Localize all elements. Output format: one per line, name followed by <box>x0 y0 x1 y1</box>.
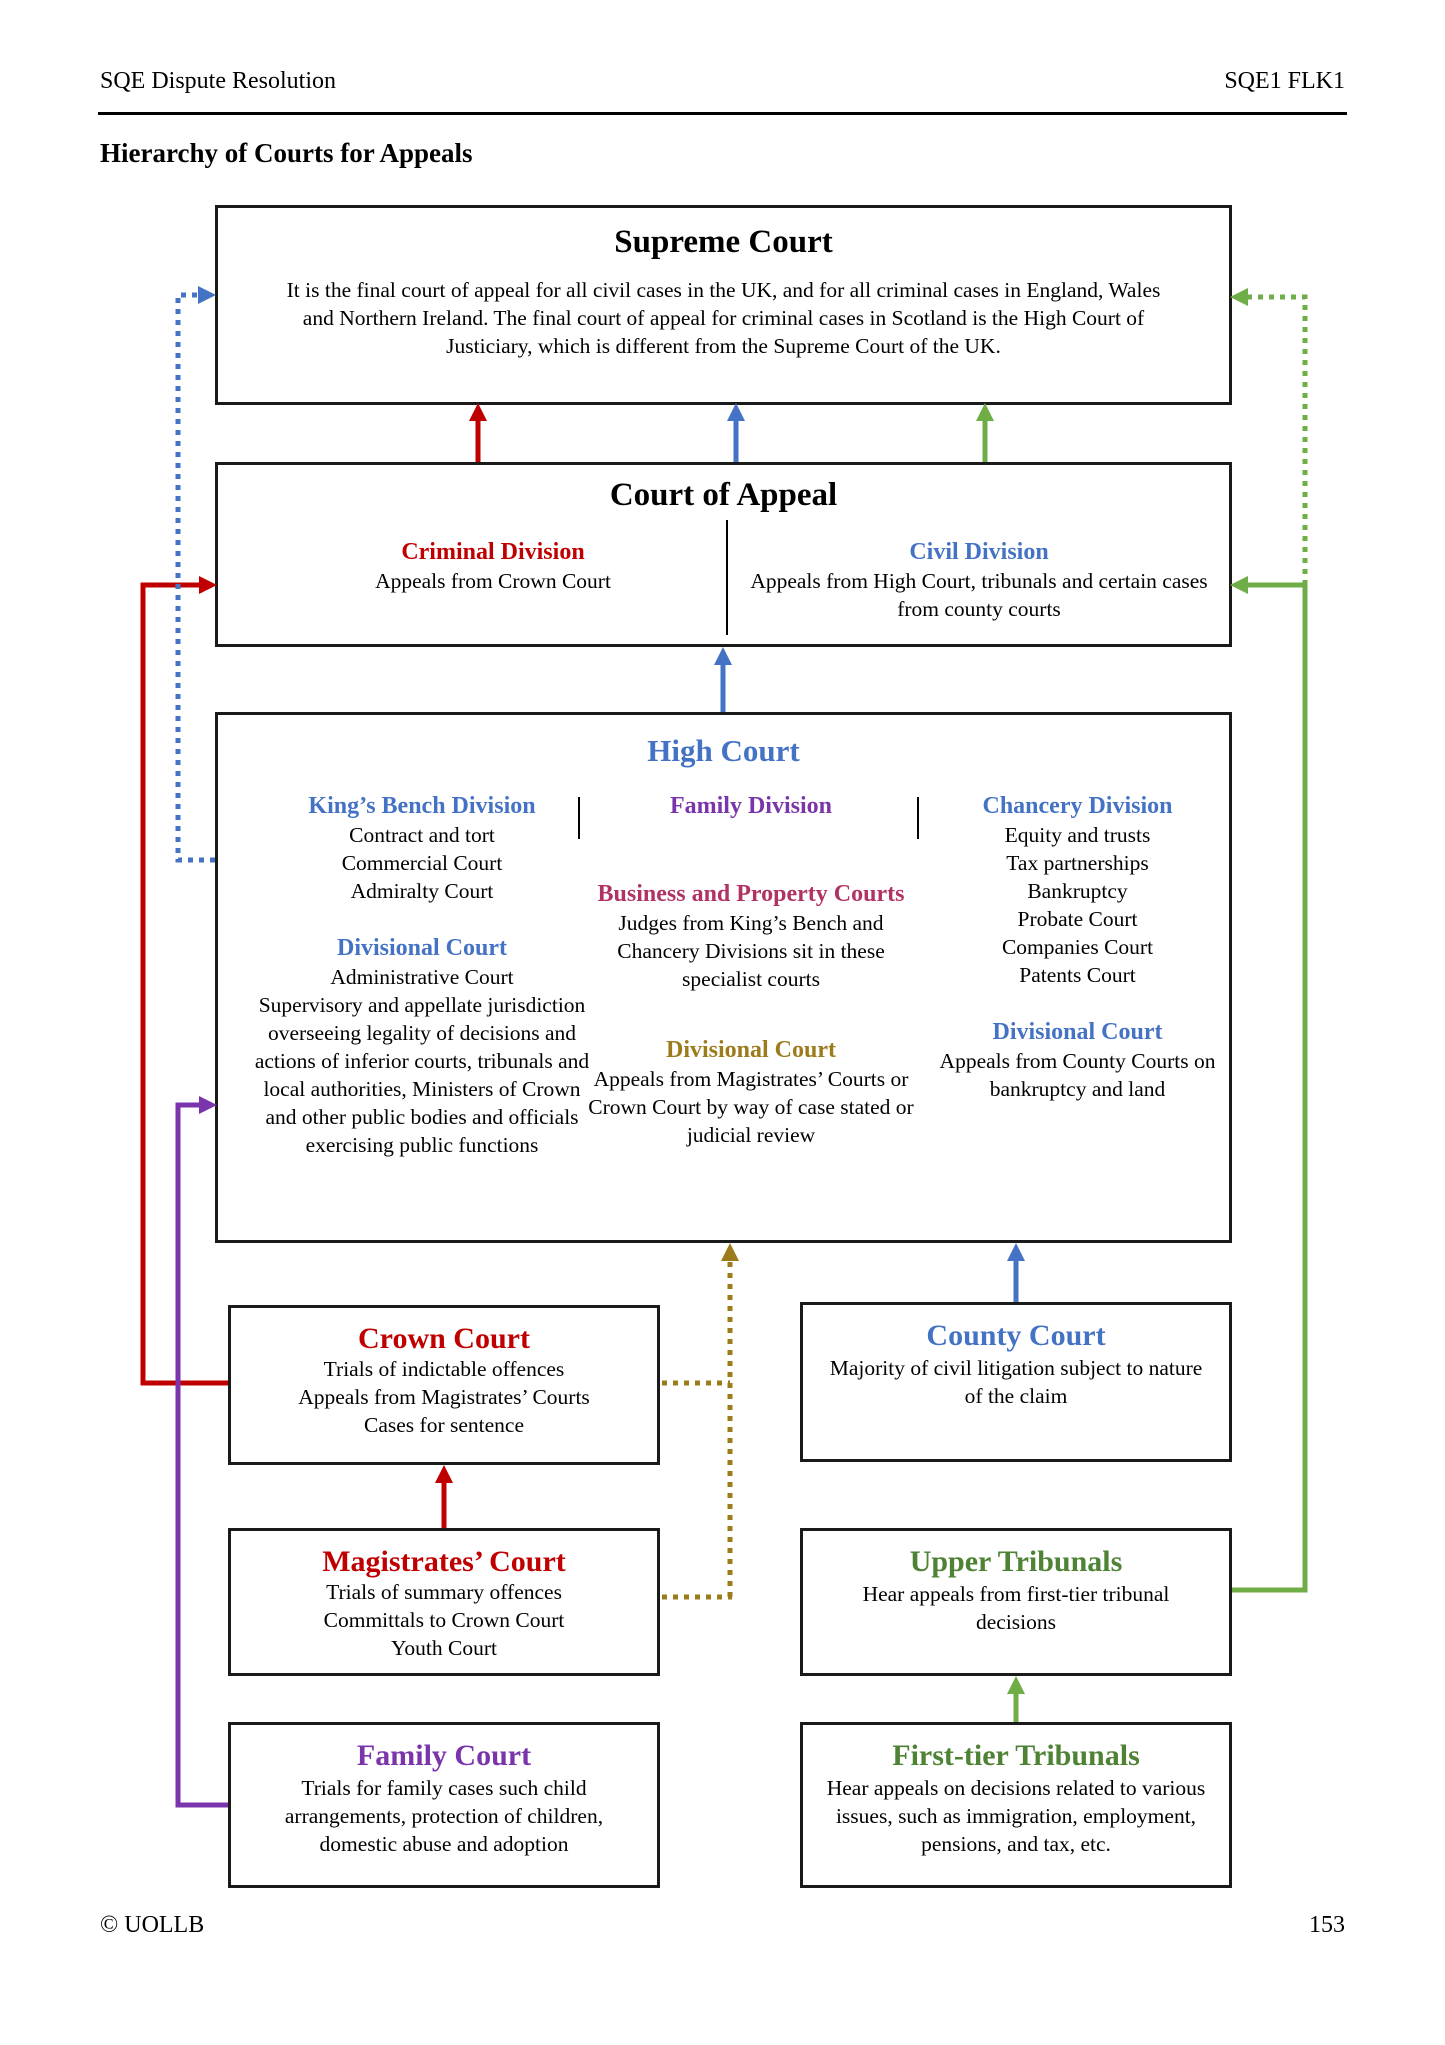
arrow-county-to-highcourt <box>1007 1243 1025 1302</box>
arrow-highcourt-to-coa <box>714 647 732 712</box>
page-title: Hierarchy of Courts for Appeals <box>100 138 473 168</box>
first-tier-tribunals-description: Hear appeals on decisions related to various issues, such as immigration, employment, pensions, and tax, etc. <box>826 1776 1206 1856</box>
civil-division-block <box>748 537 1210 623</box>
column-divider <box>917 797 919 839</box>
crown-court-box <box>228 1305 660 1465</box>
civil-division-description: Appeals from High Court, tribunals and certain cases from county courts <box>750 569 1208 621</box>
criminal-division-block <box>258 537 728 595</box>
chancery-column <box>930 791 1225 1103</box>
header-left: SQE Dispute Resolution <box>100 68 337 94</box>
kings-bench-item: Admiralty Court <box>350 879 494 903</box>
high-court-title: High Court <box>647 733 800 768</box>
arrow-highcourt-to-supreme-leapfrog <box>178 286 216 860</box>
magistrates-court-line: Committals to Crown Court <box>323 1608 565 1632</box>
county-court-description: Majority of civil litigation subject to nature of the claim <box>829 1356 1203 1408</box>
footer-page-number: 153 <box>1309 1912 1345 1938</box>
magistrates-court-line: Trials of summary offences <box>326 1580 562 1604</box>
crown-court-line: Cases for sentence <box>364 1413 524 1437</box>
criminal-division-heading: Criminal Division <box>401 539 585 565</box>
family-court-box <box>228 1722 660 1888</box>
kb-divisional-court-description: Supervisory and appellate jurisdiction overseeing legality of decisions and actions of inferior courts, tribunals and local authorities, Ministers of Crown and other public bodies and officials exercising public functions <box>254 993 590 1157</box>
arrow-case-stated-to-highcourt <box>662 1243 739 1597</box>
supreme-court-description: It is the final court of appeal for all civil cases in the UK, and for all criminal cases in England, Wales and Northern Ireland. The final court of appeal for criminal cases in Scotland is the High Court of Justiciary, which is different from the Supreme Court of the UK. <box>286 277 1161 358</box>
header-rule <box>98 112 1347 115</box>
upper-tribunals-title: Upper Tribunals <box>909 1545 1123 1578</box>
family-divisional-court-description: Appeals from Magistrates’ Courts or Crown Court by way of case stated or judicial review <box>588 1067 914 1147</box>
arrow-uppertribunals-to-coa <box>1230 576 1305 1590</box>
first-tier-tribunals-title: First-tier Tribunals <box>892 1739 1140 1772</box>
kb-divisional-court-heading: Divisional Court <box>336 935 507 961</box>
criminal-division-description: Appeals from Crown Court <box>375 569 611 593</box>
court-of-appeal-title: Court of Appeal <box>609 477 838 513</box>
kings-bench-item: Contract and tort <box>349 823 495 847</box>
arrow-coa-to-supreme-blue <box>727 403 745 462</box>
chancery-item: Tax partnerships <box>1006 851 1149 875</box>
chancery-item: Equity and trusts <box>1004 823 1151 847</box>
supreme-court-title: Supreme Court <box>614 224 833 260</box>
kings-bench-column <box>246 791 598 1159</box>
arrow-uppertribunals-to-supreme-dotted <box>1230 288 1305 585</box>
chancery-item: Patents Court <box>1019 963 1136 987</box>
arrow-magistrates-to-crown <box>435 1465 453 1528</box>
family-divisional-court-heading: Divisional Court <box>665 1037 836 1063</box>
arrow-coa-to-supreme-red <box>469 403 487 462</box>
chancery-divisional-court-heading: Divisional Court <box>992 1019 1163 1045</box>
upper-tribunals-description: Hear appeals from first-tier tribunal decisions <box>862 1582 1170 1634</box>
chancery-item: Probate Court <box>1017 907 1138 931</box>
family-court-title: Family Court <box>356 1739 532 1772</box>
family-division-heading: Family Division <box>669 793 832 819</box>
high-court-box <box>215 712 1232 1243</box>
business-property-description: Judges from King’s Bench and Chancery Divisions sit in these specialist courts <box>617 911 885 991</box>
family-division-column <box>586 791 916 1149</box>
business-property-heading: Business and Property Courts <box>597 881 905 907</box>
family-court-description: Trials for family cases such child arrangements, protection of children, domestic abuse and adoption <box>284 1776 604 1856</box>
magistrates-court-title: Magistrates’ Court <box>322 1545 566 1578</box>
arrow-coa-to-supreme-green <box>976 403 994 462</box>
chancery-divisional-court-description: Appeals from County Courts on bankruptcy and land <box>939 1049 1216 1101</box>
header-right: SQE1 FLK1 <box>1224 68 1345 94</box>
footer-copyright: © UOLLB <box>100 1912 205 1938</box>
crown-court-title: Crown Court <box>358 1322 530 1355</box>
magistrates-court-line: Youth Court <box>391 1636 497 1660</box>
crown-court-line: Appeals from Magistrates’ Courts <box>298 1385 590 1409</box>
kings-bench-heading: King’s Bench Division <box>308 793 536 819</box>
magistrates-court-box <box>228 1528 660 1676</box>
supreme-court-box <box>215 205 1232 405</box>
chancery-item: Bankruptcy <box>1027 879 1128 903</box>
chancery-item: Companies Court <box>1001 935 1154 959</box>
civil-division-heading: Civil Division <box>909 539 1049 565</box>
county-court-title: County Court <box>926 1319 1106 1352</box>
kings-bench-item: Commercial Court <box>341 851 503 875</box>
chancery-heading: Chancery Division <box>982 793 1173 819</box>
first-tier-tribunals-box <box>800 1722 1232 1888</box>
county-court-box <box>800 1302 1232 1462</box>
kb-divisional-court-line: Administrative Court <box>330 965 514 989</box>
crown-court-line: Trials of indictable offences <box>323 1357 565 1381</box>
upper-tribunals-box <box>800 1528 1232 1676</box>
arrow-firsttier-to-upper <box>1007 1676 1025 1722</box>
court-of-appeal-box <box>215 462 1232 647</box>
